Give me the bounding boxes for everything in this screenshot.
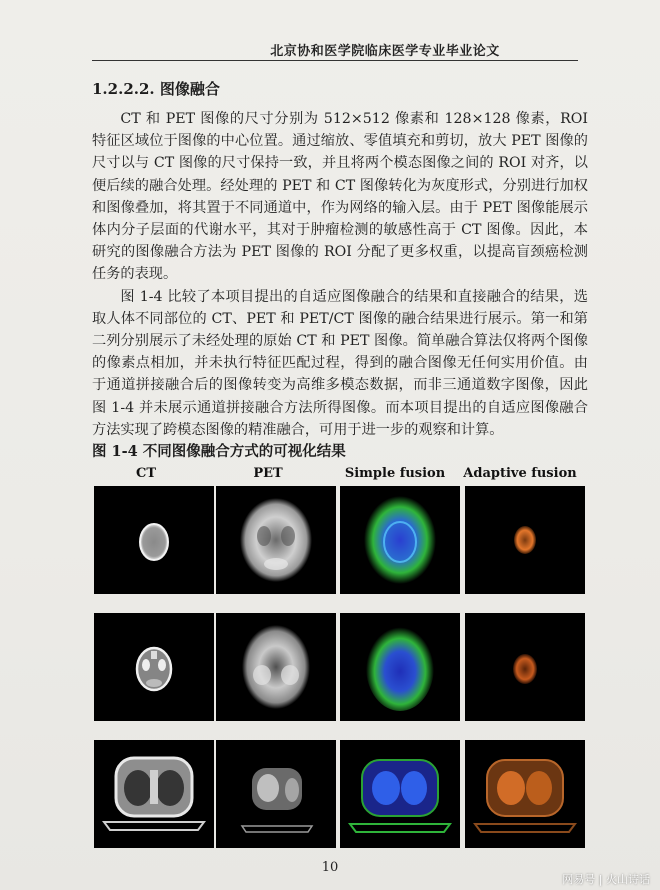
column-label-simple-fusion: Simple fusion bbox=[344, 466, 446, 481]
image-pet-head-top bbox=[216, 486, 336, 594]
image-adaptive-fusion-head-top bbox=[465, 486, 585, 594]
column-label-adaptive-fusion: Adaptive fusion bbox=[463, 466, 577, 481]
figure-caption: 图 1-4 不同图像融合方式的可视化结果 bbox=[92, 443, 346, 460]
running-header: 北京协和医学院临床医学专业毕业论文 bbox=[270, 44, 500, 59]
image-simple-fusion-head-base bbox=[340, 613, 460, 721]
section-title: 1.2.2.2. 图像融合 bbox=[92, 80, 220, 98]
watermark-text: 网易号 | 火山诗话 bbox=[562, 873, 650, 886]
column-label-pet: PET bbox=[253, 466, 283, 481]
image-ct-head-base bbox=[94, 613, 214, 721]
image-simple-fusion-head-top bbox=[340, 486, 460, 594]
image-ct-head-top bbox=[94, 486, 214, 594]
image-pet-head-base bbox=[216, 613, 336, 721]
image-pet-chest bbox=[216, 740, 336, 848]
image-adaptive-fusion-head-base bbox=[465, 613, 585, 721]
header-rule bbox=[92, 60, 578, 61]
image-simple-fusion-chest bbox=[340, 740, 460, 848]
image-ct-chest bbox=[94, 740, 214, 848]
body-text bbox=[92, 108, 588, 441]
column-label-ct: CT bbox=[135, 466, 157, 481]
paragraph-1: CT 和 PET 图像的尺寸分别为 512×512 像素和 128×128 像素，ROI 特征区域位于图像的中心位置。通过缩放、零值填充和剪切，放大 PET 图像的尺寸以与 CT 图像的尺寸保持一致，并且将两个模态图像之间的 ROI 对齐，以便后续的融合处理。经处理的 PET 和 CT 图像转化为灰度形式，分别进行加权和图像叠加，将其置于不同通道中，作为网络的输入层。由于 PET 图像能展示体内分子层面的代谢水平，其对于肿瘤检测的敏感性高于 CT 图像。因此，本研究的图像融合方法为 PET 图像的 ROI 分配了更多权重，以提高盲颈癌检测任务的表现。 bbox=[92, 111, 588, 283]
image-adaptive-fusion-chest bbox=[465, 740, 585, 848]
page-number: 10 bbox=[321, 860, 339, 875]
paragraph-2: 图 1-4 比较了本项目提出的自适应图像融合的结果和直接融合的结果，选取人体不同部位的 CT、PET 和 PET/CT 图像的融合结果进行展示。第一和第二列分别展示了未经处理的原始 CT 和 PET 图像。简单融合算法仅将两个图像的像素点相加，并未执行特征匹配过程，得到的融合图像无任何实用价值。由于通道拼接融合后的图像转变为高维多模态数据，而非三通道数字图像，因此图 1-4 并未展示通道拼接融合方法所得图像。而本项目提出的自适应图像融合方法实现了跨模态图像的精准融合，可用于进一步的观察和计算。 bbox=[92, 288, 588, 438]
